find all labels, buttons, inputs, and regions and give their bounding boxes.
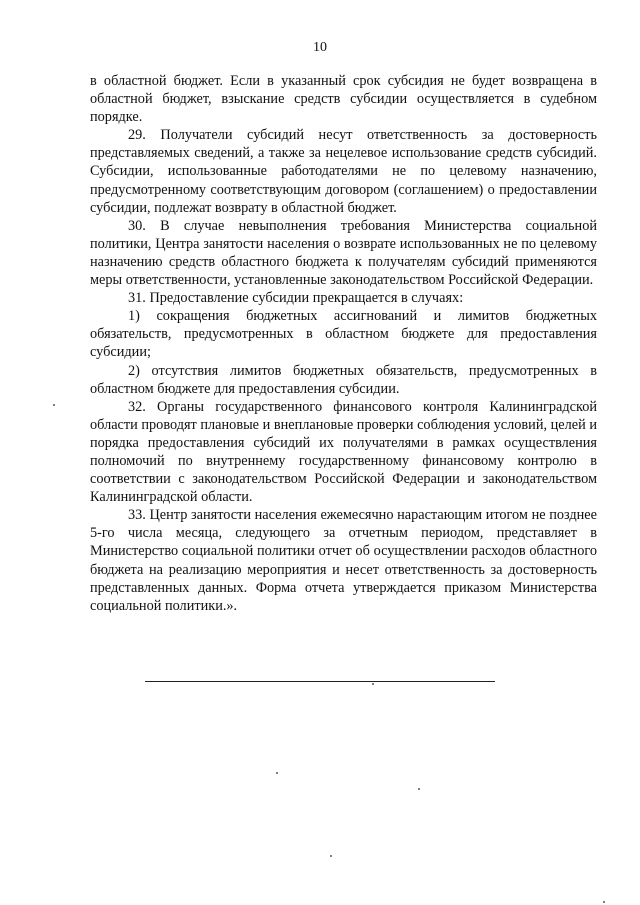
paragraph-29: 29. Получатели субсидий несут ответственность за достоверность представляемых сведений, а также за нецелевое использование средств субсидий. Субсидии, использованные работодателями не по целевому назначению, предусмотренному соответствующим договором (соглашением) о предоставлении субсидии, подлежат возврату в областной бюджет.	[90, 127, 597, 216]
scan-speck	[276, 772, 278, 774]
document-body	[90, 72, 597, 615]
page-number: 10	[313, 40, 327, 55]
scan-speck	[603, 901, 605, 903]
paragraph-33: 33. Центр занятости населения ежемесячно нарастающим итогом не позднее 5-го числа месяца, следующего за отчетным периодом, представляет в Министерство социальной политики отчет об осуществлении расходов областного бюджета на реализацию мероприятия и несет ответственность за достоверность представленных данных. Форма отчета утверждается приказом Министерства социальной политики.».	[90, 507, 597, 614]
scan-speck	[53, 404, 55, 406]
paragraph-31-item-2: 2) отсутствия лимитов бюджетных обязательств, предусмотренных в областном бюджете для предоставления субсидии.	[90, 362, 597, 397]
scan-speck	[418, 788, 420, 790]
paragraph-31: 31. Предоставление субсидии прекращается в случаях:	[128, 290, 464, 307]
paragraph-continuation: в областной бюджет. Если в указанный срок субсидия не будет возвращена в областной бюджет, взыскание средств субсидии осуществляется в судебном порядке.	[90, 73, 597, 126]
scan-speck	[372, 683, 374, 685]
end-of-document-line	[145, 681, 495, 682]
scan-speck	[330, 855, 332, 857]
paragraph-31-item-1: 1) сокращения бюджетных ассигнований и лимитов бюджетных обязательств, предусмотренных в областном бюджете для предоставления субсидии;	[90, 308, 597, 361]
paragraph-32: 32. Органы государственного финансового контроля Калининградской области проводят плановые и внеплановые проверки соблюдения условий, целей и порядка предоставления субсидий их получателями в рамках осуществления полномочий по внутреннему государственному финансовому контролю в соответствии с законодательством Российской Федерации и законодательством Калининградской области.	[90, 398, 597, 506]
paragraph-30: 30. В случае невыполнения требования Министерства социальной политики, Центра занятости населения о возврате использованных не по целевому назначению средств областного бюджета к получателям субсидий применяются меры ответственности, установленные законодательством Российской Федерации.	[90, 217, 597, 289]
